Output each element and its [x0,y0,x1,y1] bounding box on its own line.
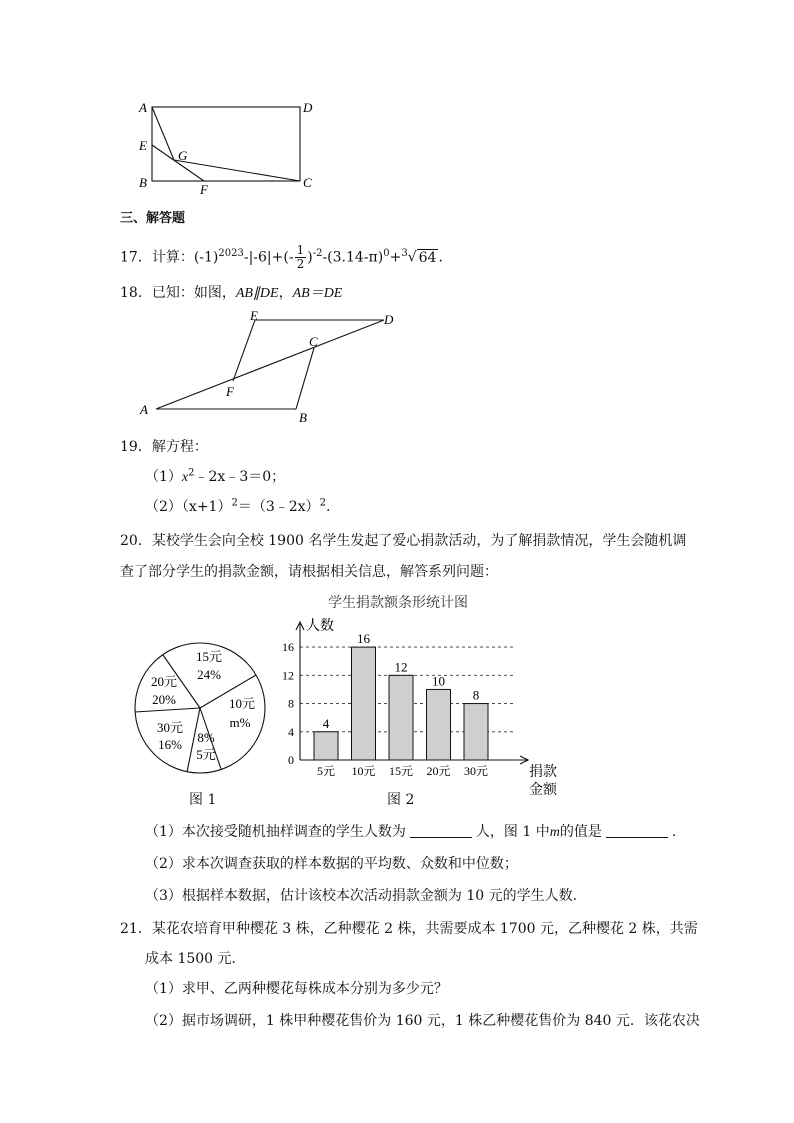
sqrt-sign: √ [407,249,417,266]
bar-chart [270,610,560,800]
point-e: E [139,138,147,153]
question-19-part1: $(1)x^2﹣2x﹣3=0$； [145,467,286,485]
x-tick-label: 5元 [316,764,336,778]
pie-slice-pct: 8% [197,730,215,745]
question-19-part2: $(2)(x+1)^2=(3﹣2x)^2$. [145,497,331,515]
bar-chart-title: 学生捐款额条形统计图 [328,595,468,611]
point-e: E [250,308,258,323]
point-b: B [299,410,307,425]
bar [314,732,338,760]
question-20-line1: 20．某校学生会向全校 1900 名学生发起了爱心捐款活动，为了解捐款情况，学生会随机调 [120,533,687,549]
x-tick-label: 15元 [388,764,414,778]
question-18: 18．已知：如图，AB∥DE，AB＝DE [120,285,343,301]
question-19: 19．解方程： [120,439,208,455]
x-tick-label: 20元 [426,764,451,778]
question-20-sub2: （2）求本次调查获取的样本数据的平均数、众数和中位数； [145,856,518,872]
pie-chart [130,638,270,778]
pie-slice-label: 10元 [228,696,256,711]
bar-value-label: 8 [472,687,480,703]
x-tick-label: 30元 [463,764,489,778]
pie-divider [135,708,200,712]
pie-slice-label: 15元 [195,649,223,664]
question-17: 17．计算：$(-1)^{2023}-|-6|+(-$ $\frac{1}{2}$ )$^{-2}-(3.14-\pi)^0+^3√$ 64 . [120,243,443,272]
x-tick-label: 10元 [351,764,376,778]
figure1-caption: 图 1 [189,792,217,808]
bar-value-label: 12 [394,659,408,675]
y-tick-label: 16 [282,640,294,655]
question-21-sub2: （2）据市场调研，1 株甲种樱花售价为 160 元，1 株乙种樱花售价为 840 元．该花农决 [145,1013,700,1029]
pie-slice-label: 5元 [196,747,216,762]
figure2-caption: 图 2 [387,792,415,808]
question-20-sub1: （1）本次接受随机抽样调查的学生人数为 人，图 1 中m的值是 . [145,824,677,840]
question-21-sub1: （1）求甲、乙两种樱花每株成本分别为多少元？ [145,981,448,997]
x-axis-label: 捐款 [529,765,557,780]
section-title: 三、解答题 [120,211,186,226]
pie-slice-pct: m% [229,715,251,730]
y-axis-label: 人数 [306,619,334,634]
point-c: C [303,175,312,190]
pie-slice-pct: 24% [197,667,221,682]
bar [389,675,413,760]
rectangle-figure [130,96,330,198]
point-g: G [178,148,188,163]
point-f: F [200,182,208,197]
point-a: A [140,402,148,417]
q17-label: 计算： [151,249,194,266]
pie-slice-label: 20元 [150,674,178,689]
point-d: D [303,100,313,115]
point-d: D [384,312,394,327]
bar [352,647,376,760]
bar-value-label: 4 [322,715,330,731]
root-radicand: 64 [418,249,437,266]
point-c: C [309,334,318,349]
pie-slice-label: 30元 [156,720,184,735]
x-axis-label: 金额 [529,783,557,798]
y-tick-label: 0 [288,753,294,767]
point-a: A [139,100,147,115]
y-tick-label: 12 [282,668,294,683]
parallel-figure [130,306,410,428]
pie-slice-pct: 20% [152,692,176,707]
question-21-line1: 21．某花农培育甲种樱花 3 株，乙种樱花 2 株，共需要成本 1700 元，乙种樱花 2 株，共需 [120,921,698,937]
point-b: B [139,175,147,190]
question-20-sub3: （3）根据样本数据，估计该校本次活动捐款金额为 10 元的学生人数. [145,888,578,904]
fraction-one-half: $\frac{1}{2}$ [296,243,305,272]
bar [464,704,488,760]
bar-value-label: 10 [432,673,445,689]
answer-blank[interactable] [606,823,668,838]
q17-number: 17． [120,249,152,266]
pie-slice-pct: 16% [158,737,182,752]
answer-blank[interactable] [410,823,472,838]
bar-value-label: 16 [357,631,370,647]
question-20-line2: 查了部分学生的捐款金额，请根据相关信息，解答系列问题： [120,564,498,580]
y-tick-label: 4 [288,724,294,739]
question-21-line2: 成本 1500 元． [145,951,246,967]
point-f: F [226,384,234,399]
bar [427,689,451,760]
y-tick-label: 8 [288,696,294,711]
